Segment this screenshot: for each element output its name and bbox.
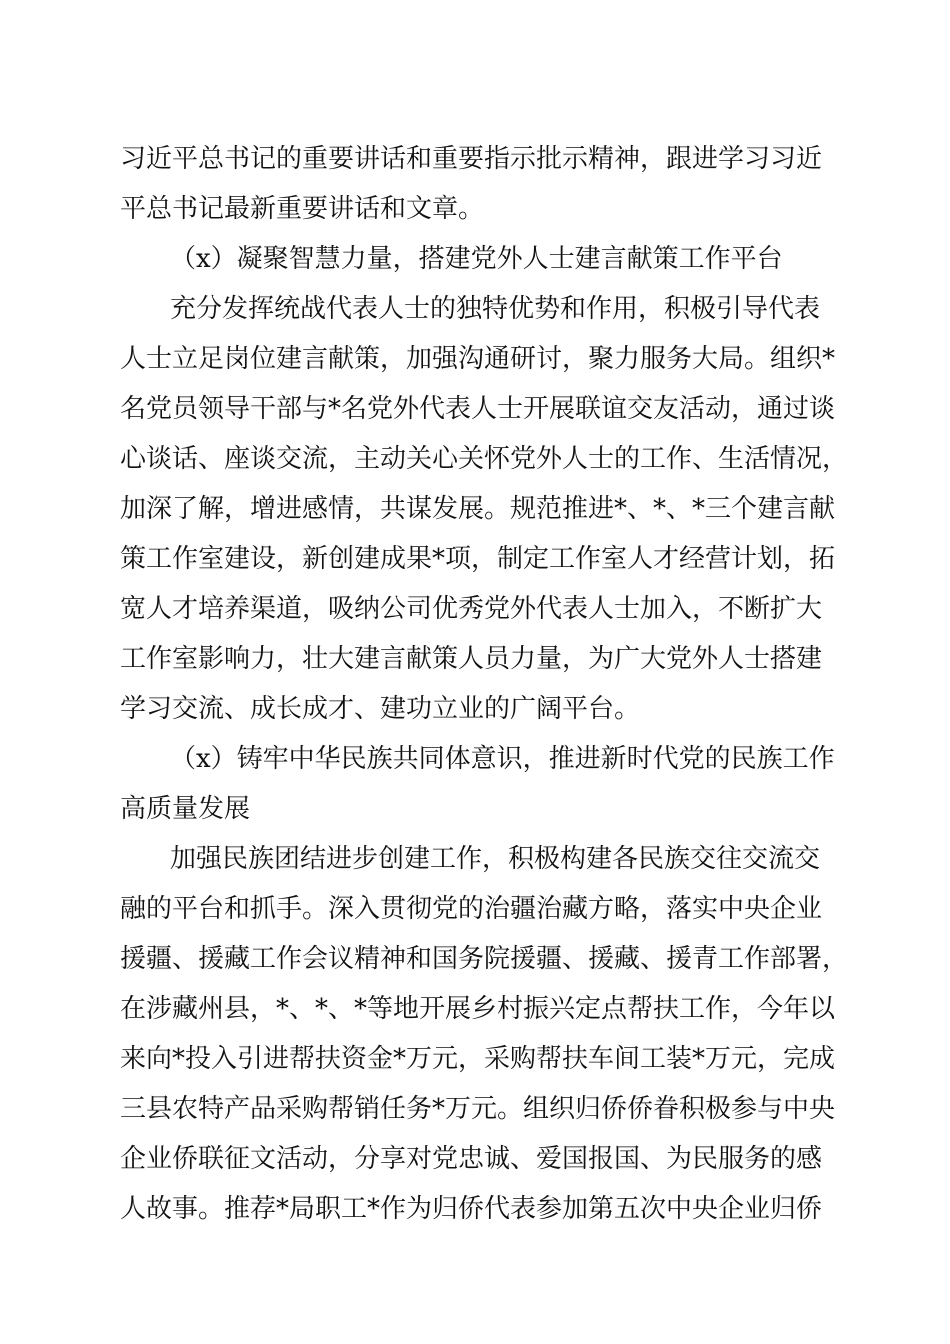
body-text-line: 三县农特产品采购帮销任务*万元。组织归侨侨眷积极参与中央 bbox=[120, 1094, 836, 1124]
body-text-line: 人士立足岗位建言献策，加强沟通研讨，聚力服务大局。组织* bbox=[120, 344, 836, 374]
body-text-line: 工作室影响力，壮大建言献策人员力量，为广大党外人士搭建 bbox=[120, 644, 823, 674]
body-text-line: 充分发挥统战代表人士的独特优势和作用，积极引导代表 bbox=[170, 294, 821, 324]
body-text-line: 援疆、援藏工作会议精神和国务院援疆、援藏、援青工作部署， bbox=[120, 944, 849, 974]
body-text-line: 学习交流、成长成才、建功立业的广阔平台。 bbox=[120, 694, 641, 724]
body-text-line: 名党员领导干部与*名党外代表人士开展联谊交友活动，通过谈 bbox=[120, 394, 836, 424]
body-text-line: 来向*投入引进帮扶资金*万元，采购帮扶车间工装*万元，完成 bbox=[120, 1044, 836, 1074]
section-heading-continuation: 高质量发展 bbox=[120, 794, 251, 824]
body-text-line: 企业侨联征文活动，分享对党忠诚、爱国报国、为民服务的感 bbox=[120, 1144, 823, 1174]
body-text-line: 习近平总书记的重要讲话和重要指示批示精神，跟进学习习近 bbox=[120, 144, 823, 174]
section-heading: （x）铸牢中华民族共同体意识，推进新时代党的民族工作 bbox=[170, 744, 835, 774]
body-text-line: 平总书记最新重要讲话和文章。 bbox=[120, 194, 485, 224]
body-text-line: 策工作室建设，新创建成果*项，制定工作室人才经营计划，拓 bbox=[120, 544, 836, 574]
section-heading: （x）凝聚智慧力量，搭建党外人士建言献策工作平台 bbox=[170, 244, 783, 274]
body-text-line: 加深了解，增进感情，共谋发展。规范推进*、*、*三个建言献 bbox=[120, 494, 836, 524]
body-text-line: 人故事。推荐*局职工*作为归侨代表参加第五次中央企业归侨 bbox=[120, 1194, 823, 1224]
body-text-line: 加强民族团结进步创建工作，积极构建各民族交往交流交 bbox=[170, 844, 821, 874]
body-text-line: 心谈话、座谈交流，主动关心关怀党外人士的工作、生活情况， bbox=[120, 444, 849, 474]
body-text-line: 融的平台和抓手。深入贯彻党的治疆治藏方略，落实中央企业 bbox=[120, 894, 823, 924]
body-text-line: 宽人才培养渠道，吸纳公司优秀党外代表人士加入，不断扩大 bbox=[120, 594, 823, 624]
body-text-line: 在涉藏州县，*、*、*等地开展乡村振兴定点帮扶工作，今年以 bbox=[120, 994, 836, 1024]
